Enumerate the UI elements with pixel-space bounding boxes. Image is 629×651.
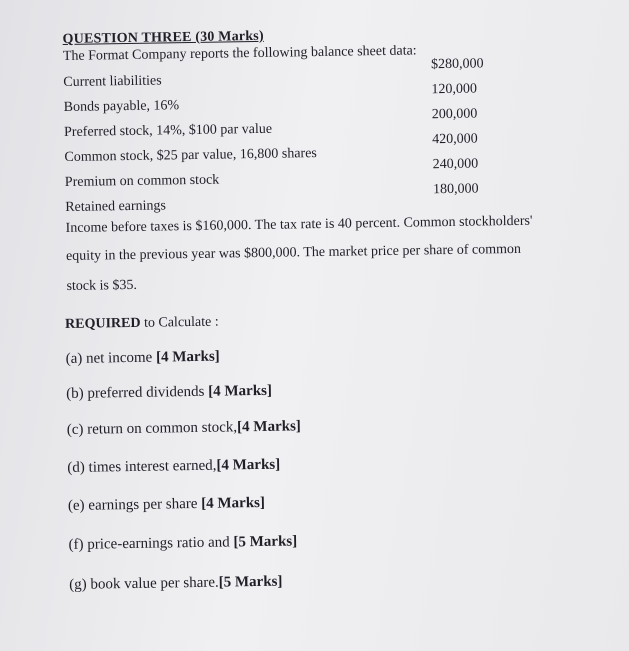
item-marks: [4 Marks] (201, 494, 266, 512)
required-item (68, 533, 297, 554)
balance-label: Bonds payable, 16% (63, 98, 180, 116)
item-marks: [5 Marks] (218, 573, 283, 591)
item-text: (d) times interest earned, (67, 457, 217, 476)
required-text: to Calculate : (140, 314, 219, 331)
balance-label: Premium on common stock (64, 172, 220, 191)
item-text: (f) price-earnings ratio and (68, 534, 234, 553)
item-text: (e) earnings per share (67, 495, 202, 514)
required-item (67, 457, 280, 477)
item-text: (b) preferred dividends (66, 383, 209, 403)
required-item (69, 574, 283, 594)
paragraph-line: stock is $35. (66, 277, 138, 294)
item-marks: [5 Marks] (233, 533, 298, 551)
item-marks: [4 Marks] (236, 418, 301, 436)
item-text: (a) net income (65, 349, 157, 368)
balance-value: $280,000 (430, 56, 484, 73)
balance-value: 180,000 (432, 181, 479, 198)
item-text: (g) book value per share. (69, 574, 219, 593)
item-marks: [4 Marks] (155, 348, 220, 366)
required-item (66, 349, 220, 368)
balance-label: Retained earnings (65, 198, 167, 215)
question-title: QUESTION THREE (30 Marks) (62, 28, 264, 48)
required-heading (65, 315, 219, 333)
balance-value: 200,000 (431, 106, 478, 123)
item-marks: [4 Marks] (216, 456, 281, 474)
required-item (67, 418, 301, 439)
item-marks: [4 Marks] (208, 382, 273, 400)
balance-value: 240,000 (432, 156, 479, 173)
balance-value: 420,000 (432, 131, 478, 148)
item-text: (c) return on common stock, (66, 419, 238, 439)
balance-label: Current liabilities (63, 73, 162, 91)
balance-value: 120,000 (431, 81, 478, 98)
question-intro: The Format Company reports the following balance sheet data: (62, 43, 417, 65)
paragraph-line: Income before taxes is $160,000. The tax rate is 40 percent. Common stockholders' (65, 213, 533, 236)
required-item (68, 495, 265, 515)
required-item (66, 383, 272, 403)
balance-label: Common stock, $25 par value, 16,800 shares (64, 146, 317, 166)
required-label: REQUIRED (64, 315, 141, 333)
balance-label: Preferred stock, 14%, $100 par value (63, 121, 273, 141)
paragraph-line: equity in the previous year was $800,000. The market price per share of common (65, 241, 522, 264)
